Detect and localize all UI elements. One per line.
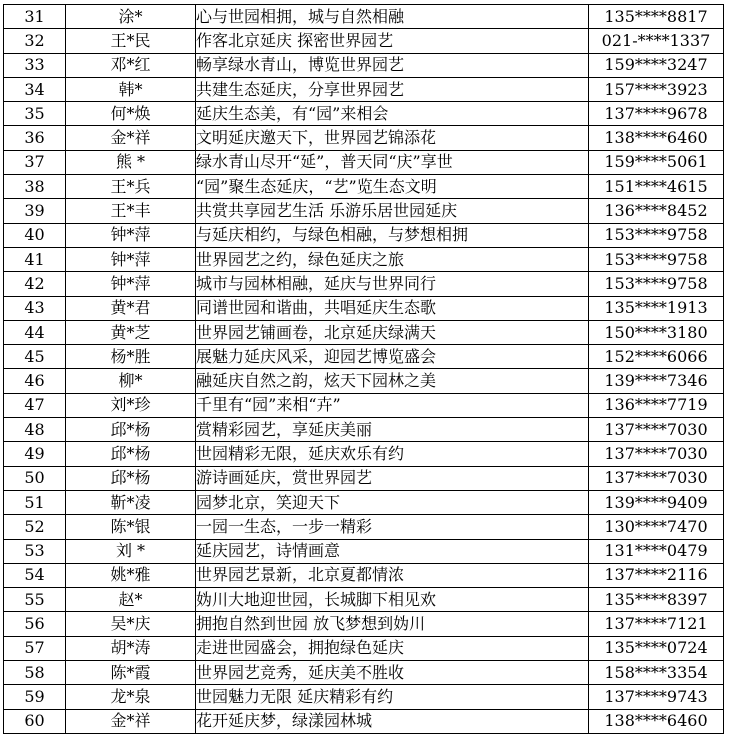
row-number: 52 bbox=[4, 515, 66, 539]
phone-number: 153****9758 bbox=[589, 247, 724, 271]
slogan-text: 赏精彩园艺，享延庆美丽 bbox=[196, 418, 589, 442]
row-number: 34 bbox=[4, 77, 66, 101]
table-row bbox=[4, 636, 724, 660]
phone-number: 135****8817 bbox=[589, 5, 724, 29]
phone-number: 131****0479 bbox=[589, 539, 724, 563]
row-number: 37 bbox=[4, 150, 66, 174]
phone-number: 138****6460 bbox=[589, 126, 724, 150]
row-number: 33 bbox=[4, 53, 66, 77]
table-row bbox=[4, 418, 724, 442]
phone-number: 135****1913 bbox=[589, 296, 724, 320]
row-number: 53 bbox=[4, 539, 66, 563]
row-number: 31 bbox=[4, 5, 66, 29]
slogan-text: 展魅力延庆风采，迎园艺博览盛会 bbox=[196, 345, 589, 369]
participant-name: 柳* bbox=[66, 369, 196, 393]
phone-number: 153****9758 bbox=[589, 223, 724, 247]
row-number: 47 bbox=[4, 393, 66, 417]
phone-number: 152****6066 bbox=[589, 345, 724, 369]
row-number: 54 bbox=[4, 563, 66, 587]
row-number: 38 bbox=[4, 175, 66, 199]
participant-name: 韩* bbox=[66, 77, 196, 101]
slogan-text: 一园一生态，一步一精彩 bbox=[196, 515, 589, 539]
participant-name: 金*祥 bbox=[66, 709, 196, 733]
row-number: 41 bbox=[4, 247, 66, 271]
participant-name: 杨*胜 bbox=[66, 345, 196, 369]
row-number: 36 bbox=[4, 126, 66, 150]
table-row bbox=[4, 345, 724, 369]
participant-name: 王*丰 bbox=[66, 199, 196, 223]
row-number: 40 bbox=[4, 223, 66, 247]
table-row bbox=[4, 612, 724, 636]
phone-number: 137****2116 bbox=[589, 563, 724, 587]
participant-name: 邱*杨 bbox=[66, 442, 196, 466]
participant-name: 钟*萍 bbox=[66, 247, 196, 271]
participant-name: 吴*庆 bbox=[66, 612, 196, 636]
participant-name: 黄*君 bbox=[66, 296, 196, 320]
participant-name: 赵* bbox=[66, 588, 196, 612]
slogan-text: 世园魅力无限 延庆精彩有约 bbox=[196, 685, 589, 709]
table-row bbox=[4, 175, 724, 199]
row-number: 55 bbox=[4, 588, 66, 612]
slogan-text: 世界园艺之约，绿色延庆之旅 bbox=[196, 247, 589, 271]
row-number: 32 bbox=[4, 29, 66, 53]
table-row bbox=[4, 296, 724, 320]
phone-number: 135****0724 bbox=[589, 636, 724, 660]
slogan-text: 文明延庆邀天下，世界园艺锦添花 bbox=[196, 126, 589, 150]
row-number: 60 bbox=[4, 709, 66, 733]
table-row bbox=[4, 539, 724, 563]
participant-name: 靳*凌 bbox=[66, 490, 196, 514]
slogan-text: 世界园艺铺画卷，北京延庆绿满天 bbox=[196, 320, 589, 344]
participant-name: 龙*泉 bbox=[66, 685, 196, 709]
slogan-text: 游诗画延庆，赏世界园艺 bbox=[196, 466, 589, 490]
slogan-text: 心与世园相拥，城与自然相融 bbox=[196, 5, 589, 29]
slogan-text: 园梦北京，笑迎天下 bbox=[196, 490, 589, 514]
row-number: 48 bbox=[4, 418, 66, 442]
participant-name: 涂* bbox=[66, 5, 196, 29]
table-row bbox=[4, 515, 724, 539]
phone-number: 137****7030 bbox=[589, 466, 724, 490]
table-row bbox=[4, 466, 724, 490]
row-number: 45 bbox=[4, 345, 66, 369]
slogan-text: 延庆生态美，有“园”来相会 bbox=[196, 102, 589, 126]
slogan-text: 作客北京延庆 探密世界园艺 bbox=[196, 29, 589, 53]
slogan-text: 与延庆相约，与绿色相融，与梦想相拥 bbox=[196, 223, 589, 247]
row-number: 46 bbox=[4, 369, 66, 393]
slogan-text: 拥抱自然到世园 放飞梦想到妫川 bbox=[196, 612, 589, 636]
table-row bbox=[4, 102, 724, 126]
phone-number: 153****9758 bbox=[589, 272, 724, 296]
table-row bbox=[4, 223, 724, 247]
slogan-text: 融延庆自然之韵，炫天下园林之美 bbox=[196, 369, 589, 393]
table-row bbox=[4, 126, 724, 150]
slogan-text: 同谱世园和谐曲，共唱延庆生态歌 bbox=[196, 296, 589, 320]
phone-number: 137****7030 bbox=[589, 418, 724, 442]
slogan-text: 花开延庆梦，绿漾园林城 bbox=[196, 709, 589, 733]
row-number: 59 bbox=[4, 685, 66, 709]
participant-name: 金*祥 bbox=[66, 126, 196, 150]
table-row bbox=[4, 29, 724, 53]
phone-number: 135****8397 bbox=[589, 588, 724, 612]
participant-name: 刘*珍 bbox=[66, 393, 196, 417]
participant-name: 邱*杨 bbox=[66, 466, 196, 490]
row-number: 44 bbox=[4, 320, 66, 344]
phone-number: 159****3247 bbox=[589, 53, 724, 77]
phone-number: 136****8452 bbox=[589, 199, 724, 223]
table-row bbox=[4, 77, 724, 101]
table-row bbox=[4, 490, 724, 514]
participant-name: 姚*雅 bbox=[66, 563, 196, 587]
table-row bbox=[4, 661, 724, 685]
slogan-text: 城市与园林相融，延庆与世界同行 bbox=[196, 272, 589, 296]
participant-name: 邱*杨 bbox=[66, 418, 196, 442]
table-body bbox=[4, 5, 724, 734]
table-row bbox=[4, 709, 724, 733]
row-number: 57 bbox=[4, 636, 66, 660]
phone-number: 137****7121 bbox=[589, 612, 724, 636]
phone-number: 150****3180 bbox=[589, 320, 724, 344]
participant-name: 邓*红 bbox=[66, 53, 196, 77]
table-row bbox=[4, 150, 724, 174]
row-number: 56 bbox=[4, 612, 66, 636]
table-row bbox=[4, 272, 724, 296]
table-row bbox=[4, 247, 724, 271]
slogan-entries-table bbox=[3, 4, 724, 734]
slogan-text: 绿水青山尽开“延”，普天同“庆”享世 bbox=[196, 150, 589, 174]
phone-number: 137****9743 bbox=[589, 685, 724, 709]
row-number: 43 bbox=[4, 296, 66, 320]
table-row bbox=[4, 320, 724, 344]
slogan-text: 世园精彩无限，延庆欢乐有约 bbox=[196, 442, 589, 466]
phone-number: 136****7719 bbox=[589, 393, 724, 417]
table-row bbox=[4, 5, 724, 29]
row-number: 42 bbox=[4, 272, 66, 296]
row-number: 35 bbox=[4, 102, 66, 126]
table-row bbox=[4, 588, 724, 612]
participant-name: 钟*萍 bbox=[66, 272, 196, 296]
phone-number: 157****3923 bbox=[589, 77, 724, 101]
participant-name: 王*兵 bbox=[66, 175, 196, 199]
participant-name: 熊 * bbox=[66, 150, 196, 174]
phone-number: 021-****1337 bbox=[589, 29, 724, 53]
slogan-text: 共建生态延庆，分享世界园艺 bbox=[196, 77, 589, 101]
slogan-text: 共赏共享园艺生活 乐游乐居世园延庆 bbox=[196, 199, 589, 223]
slogan-text: “园”聚生态延庆，“艺”览生态文明 bbox=[196, 175, 589, 199]
table-row bbox=[4, 53, 724, 77]
phone-number: 138****6460 bbox=[589, 709, 724, 733]
slogan-text: 妫川大地迎世园，长城脚下相见欢 bbox=[196, 588, 589, 612]
row-number: 51 bbox=[4, 490, 66, 514]
participant-name: 黄*芝 bbox=[66, 320, 196, 344]
participant-name: 胡*涛 bbox=[66, 636, 196, 660]
table-row bbox=[4, 369, 724, 393]
phone-number: 151****4615 bbox=[589, 175, 724, 199]
participant-name: 陈*银 bbox=[66, 515, 196, 539]
participant-name: 钟*萍 bbox=[66, 223, 196, 247]
row-number: 49 bbox=[4, 442, 66, 466]
phone-number: 159****5061 bbox=[589, 150, 724, 174]
participant-name: 陈*霞 bbox=[66, 661, 196, 685]
table-row bbox=[4, 442, 724, 466]
slogan-text: 畅享绿水青山，博览世界园艺 bbox=[196, 53, 589, 77]
table-row bbox=[4, 199, 724, 223]
slogan-text: 千里有“园”来相“卉” bbox=[196, 393, 589, 417]
participant-name: 何*焕 bbox=[66, 102, 196, 126]
phone-number: 139****9409 bbox=[589, 490, 724, 514]
phone-number: 137****9678 bbox=[589, 102, 724, 126]
table-row bbox=[4, 685, 724, 709]
table-row bbox=[4, 393, 724, 417]
phone-number: 137****7030 bbox=[589, 442, 724, 466]
phone-number: 158****3354 bbox=[589, 661, 724, 685]
table-row bbox=[4, 563, 724, 587]
slogan-text: 世界园艺竞秀，延庆美不胜收 bbox=[196, 661, 589, 685]
slogan-text: 走进世园盛会，拥抱绿色延庆 bbox=[196, 636, 589, 660]
phone-number: 130****7470 bbox=[589, 515, 724, 539]
row-number: 39 bbox=[4, 199, 66, 223]
participant-name: 刘 * bbox=[66, 539, 196, 563]
row-number: 58 bbox=[4, 661, 66, 685]
slogan-text: 世界园艺景新，北京夏都情浓 bbox=[196, 563, 589, 587]
participant-name: 王*民 bbox=[66, 29, 196, 53]
row-number: 50 bbox=[4, 466, 66, 490]
phone-number: 139****7346 bbox=[589, 369, 724, 393]
slogan-text: 延庆园艺，诗情画意 bbox=[196, 539, 589, 563]
